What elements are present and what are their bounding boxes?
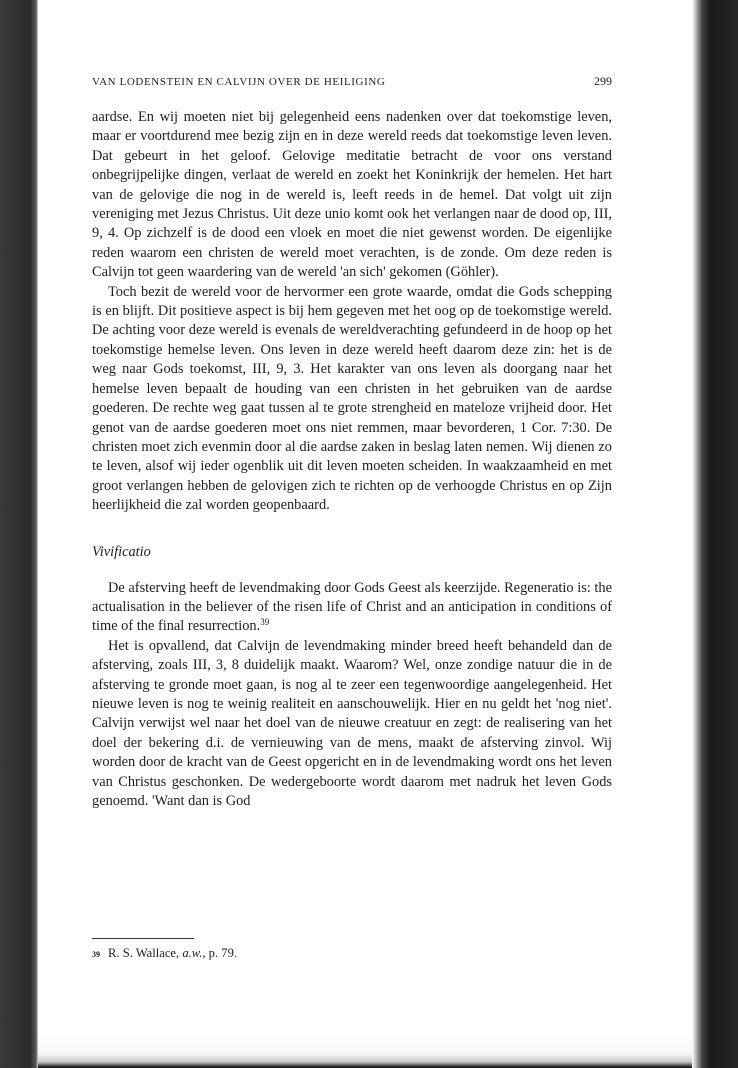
footnote-reference[interactable]: 39 bbox=[260, 617, 270, 628]
section-paragraph-1-text: De afsterving heeft de levendmaking door Gods Geest als keerzijde. Regeneratio is: the actualisation in the believer of the risen life of Christ and an anticipation in conditions of time of the final resurrection. bbox=[92, 579, 612, 635]
scan-edge-right bbox=[692, 0, 738, 1068]
running-head bbox=[92, 74, 612, 89]
paragraph-1: aardse. En wij moeten niet bij gelegenheid eens nadenken over dat toekomstige leven, maar er voortdurend mee bezig zijn en in deze wereld reeds dat toekomstige leven leven. Dat gebeurt in het geloof. Gelovige meditatie betracht de voor ons verstand onbegrijpelijke dingen, verlaat de wereld en zoekt het Koninkrijk der hemelen. Het hart van de gelovige die nog in de wereld is, leeft reeds in de hemel. Dat volgt uit zijn vereniging met Jezus Christus. Uit deze unio komt ook het verlangen naar de dood op, III, 9, 4. Op zichzelf is de dood een vloek en moet die niet gewenst worden. De eigenlijke reden waarom een christen de wereld moet verachten, is de zonde. Om deze reden is Calvijn tot geen waardering van de wereld 'an sich' gekomen (Göhler). bbox=[92, 109, 612, 281]
footnote-page: , p. 79. bbox=[202, 946, 238, 960]
running-head-title: VAN LODENSTEIN EN CALVIJN OVER DE HEILIGING bbox=[92, 76, 386, 88]
section-heading: Vivificatio bbox=[92, 543, 151, 560]
page-number: 299 bbox=[594, 74, 612, 88]
footnote-divider bbox=[92, 938, 194, 939]
footnote bbox=[92, 946, 237, 961]
footnote-text bbox=[108, 946, 237, 961]
scan-edge-bottom bbox=[38, 1034, 692, 1068]
footnote-marker: 39 bbox=[92, 950, 100, 959]
scan-edge-left bbox=[0, 0, 38, 1068]
page-body bbox=[92, 74, 612, 811]
section-paragraph-2: Het is opvallend, dat Calvijn de levendmaking minder breed heeft behandeld dan de afsterving, zoals III, 3, 8 duidelijk maakt. Waarom? Wel, onze zondige natuur die in de afsterving te gronde moet gaan, is nog al te zeer een tegenwoordige aangelegenheid. Het nieuwe leven is nog te weinig realiteit en aanschouwelijk. Hier en nu geldt het 'nog niet'. Calvijn verwijst wel naar het doel van de nieuwe creatuur en zegt: de realisering van het doel der bekering d.i. de vernieuwing van de mens, maakt de afsterving zinvol. Wij worden door de kracht van de Geest opgericht en in de levendmaking wordt ons het leven van Christus geschonken. De wedergeboorte wordt daarom met nadruk het leven Gods genoemd. 'Want dan is God bbox=[92, 637, 612, 809]
paragraph-2: Toch bezit de wereld voor de hervormer een grote waarde, omdat die Gods schepping is en blijft. Dit positieve aspect is bij hem gegeven met het oog op de toekomstige wereld. De achting voor deze wereld is evenals de wereldverachting gefundeerd in de hoop op het toekomstige hemelse leven. Ons leven in deze wereld heeft daarom deze zin: het is de weg naar Gods toekomst, III, 9, 3. Het karakter van ons leven als doorgang naar het hemelse leven bepaalt de houding van een christen in het gebruiken van de aardse goederen. De rechte weg gaat tussen al te grote strengheid en mateloze vrijheid door. Het genot van de aardse goederen moet ons niet remmen, maar bevorderen, 1 Cor. 7:30. De christen moet zich evenmin door al die aardse zaken in beslag laten nemen. Wij dienen zo te leven, alsof wij ieder ogenblik uit dit leven moeten scheiden. In waakzaamheid en met groot verlangen hebben de gelovigen zich te richten op de verhoogde Christus en op Zijn heerlijkheid die zal worden geopenbaard. bbox=[92, 283, 612, 514]
section-paragraph-1 bbox=[92, 579, 612, 637]
footnote-source: a.w. bbox=[182, 946, 203, 960]
footnote-author: R. S. Wallace, bbox=[108, 946, 180, 960]
